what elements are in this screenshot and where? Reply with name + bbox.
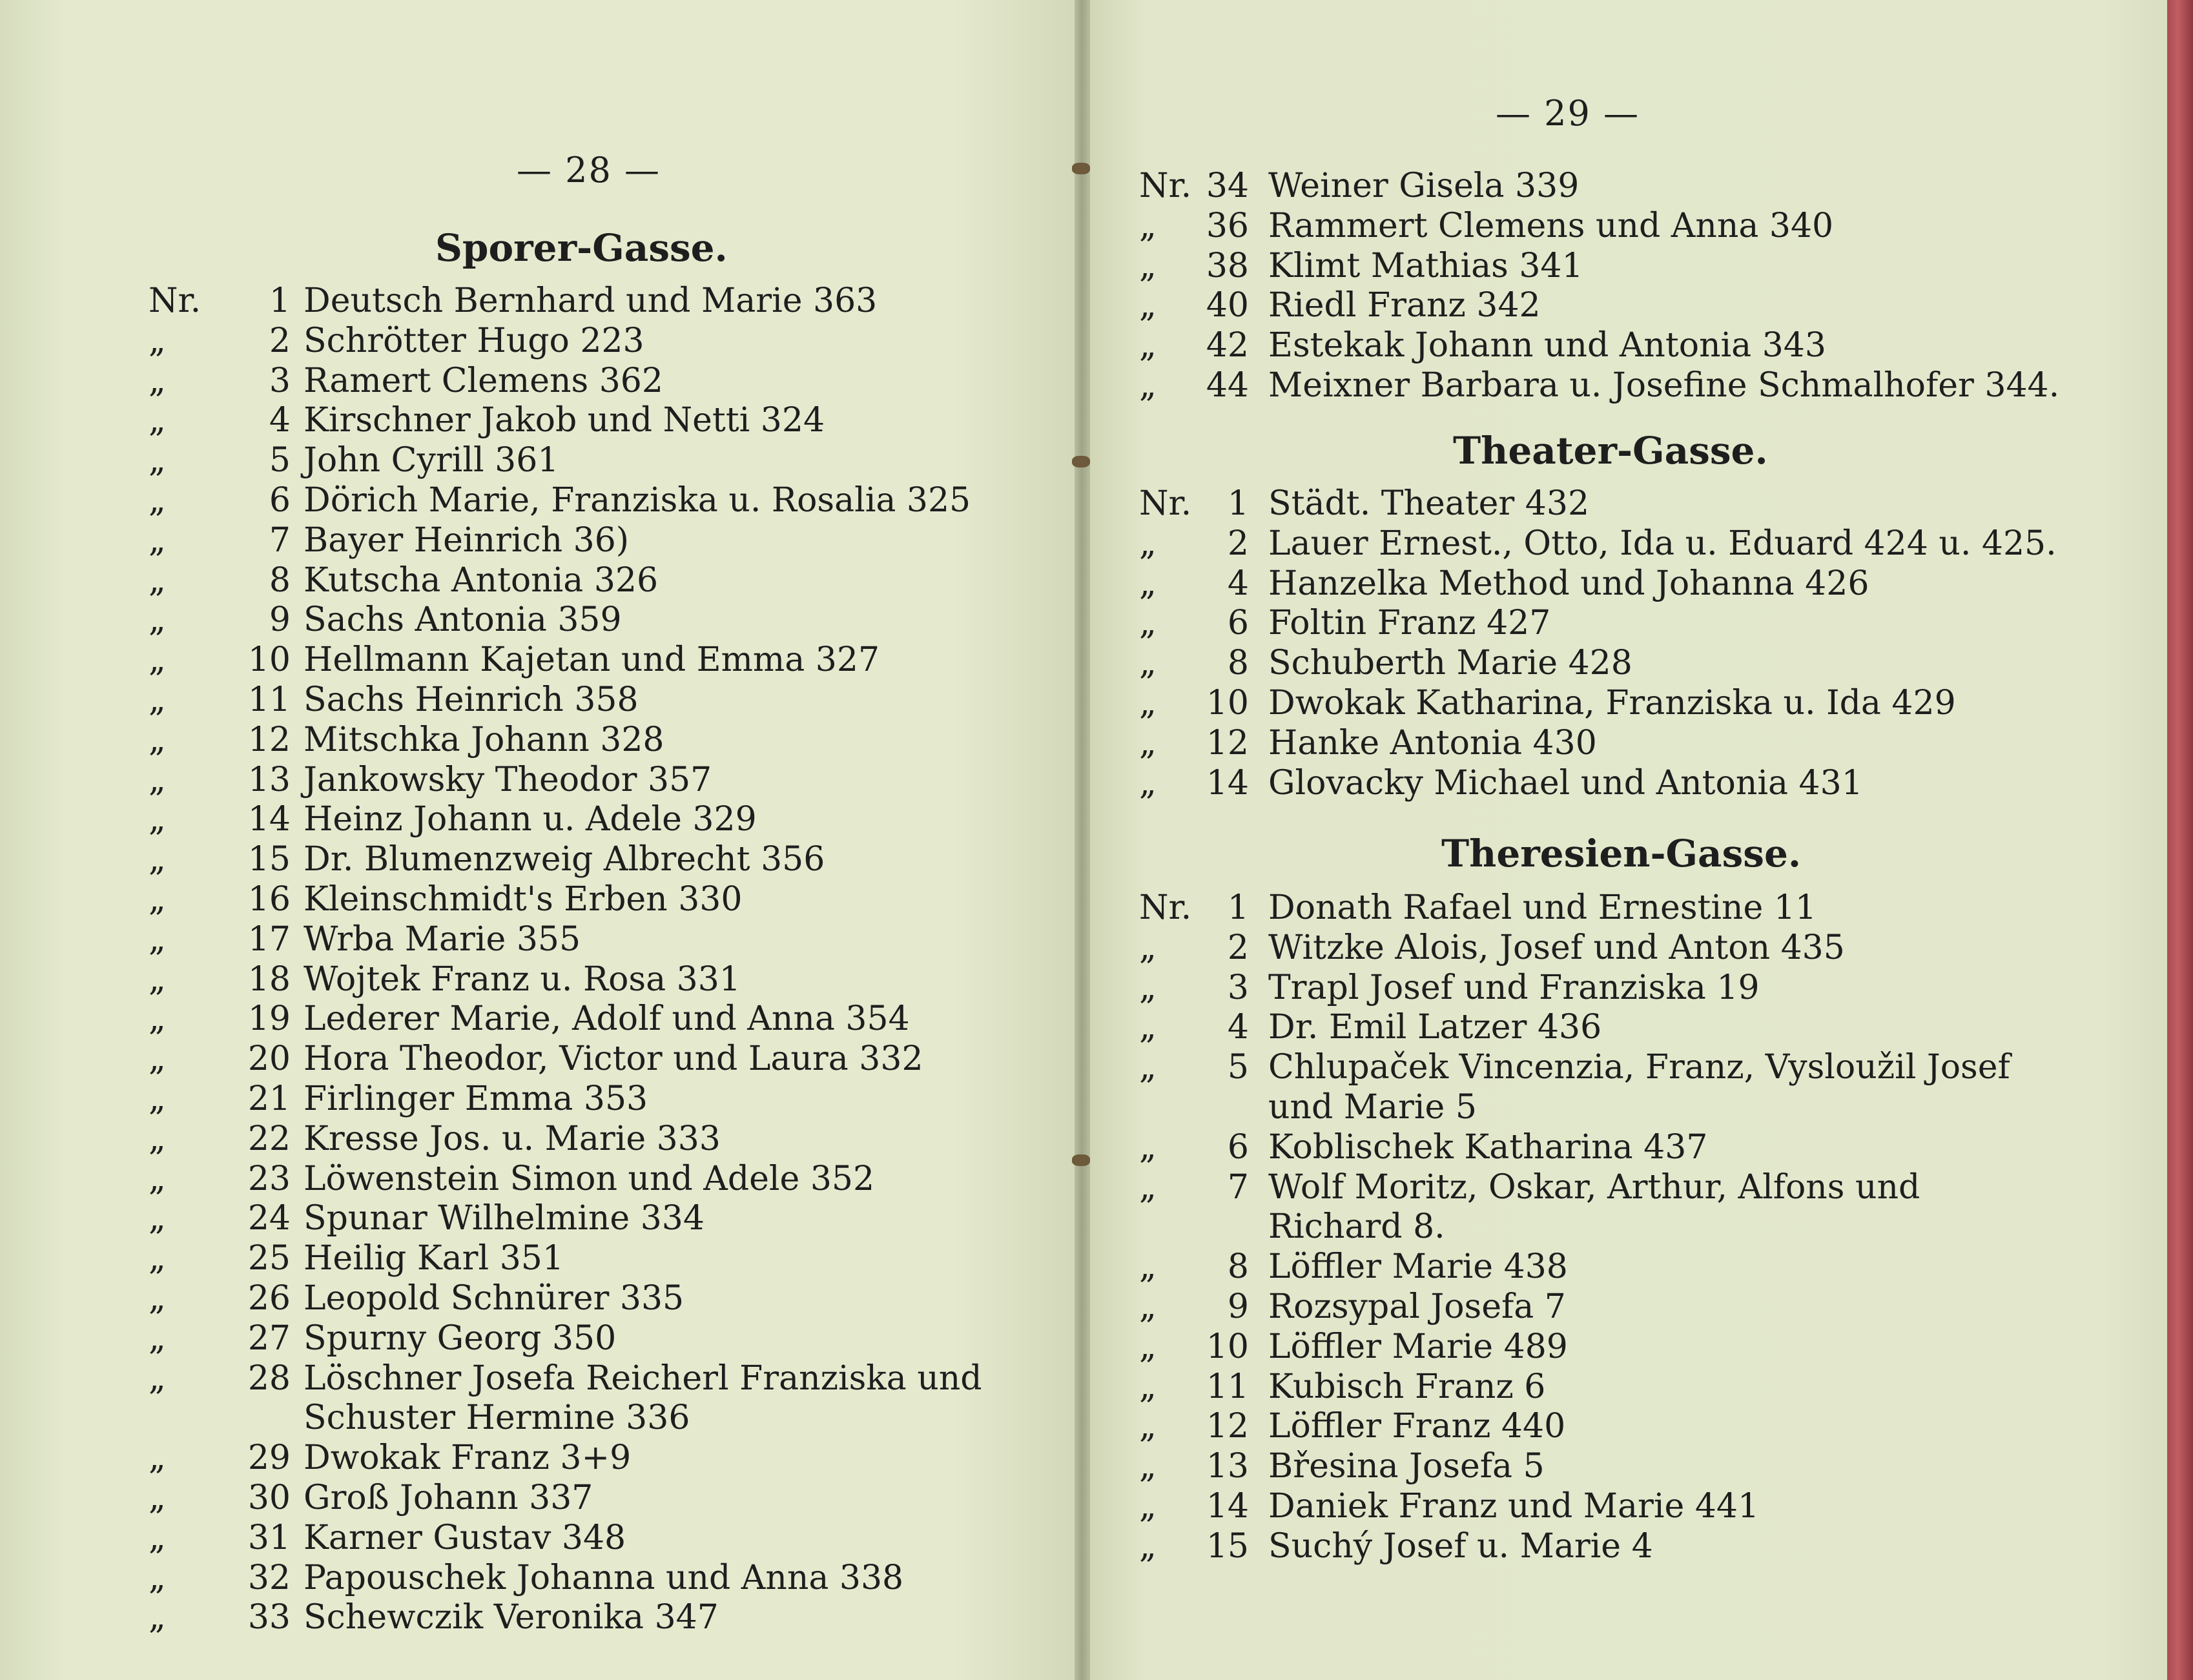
resident-names: Klimt Mathias 341 [1268, 246, 1583, 285]
list-item [149, 1120, 1053, 1160]
list-item [1139, 524, 2108, 564]
list-item [1139, 1207, 2108, 1247]
house-prefix: „ [149, 480, 166, 520]
house-prefix: „ [149, 321, 166, 360]
house-number: 38 [1206, 246, 1249, 285]
house-prefix: „ [149, 1079, 166, 1118]
list-item [149, 960, 1053, 1000]
house-number: 18 [247, 959, 291, 999]
list-item [1139, 1368, 2108, 1408]
house-number: 14 [1206, 763, 1249, 803]
resident-names: Kutscha Antonia 326 [304, 560, 659, 600]
house-number: 16 [247, 879, 291, 919]
left-page [0, 0, 1082, 1680]
resident-names: Wolf Moritz, Oskar, Arthur, Alfons und [1268, 1167, 1920, 1207]
house-prefix: „ [1139, 763, 1157, 803]
house-prefix: „ [149, 600, 166, 640]
resident-names: Deutsch Bernhard und Marie 363 [304, 282, 878, 320]
house-number: 7 [269, 520, 291, 560]
house-prefix: „ [149, 760, 166, 799]
staple [1072, 1154, 1090, 1166]
resident-names: Suchý Josef u. Marie 4 [1268, 1526, 1653, 1566]
resident-names: Papouschek Johanna und Anna 338 [304, 1558, 904, 1597]
resident-names: Trapl Josef und Franziska 19 [1268, 968, 1760, 1007]
house-prefix: „ [1139, 365, 1157, 405]
list-item [1139, 247, 2108, 287]
resident-names: Donath Rafael und Ernestine 11 [1268, 888, 1817, 927]
resident-names: Hanzelka Method und Johanna 426 [1268, 564, 1869, 603]
house-number: 32 [247, 1558, 291, 1597]
section-title: Sporer-Gasse. [435, 226, 728, 270]
list-item [149, 800, 1053, 840]
book-gutter [1075, 0, 1090, 1680]
address-list [1139, 484, 2108, 803]
resident-names: Foltin Franz 427 [1268, 604, 1551, 643]
resident-names: Lauer Ernest., Otto, Ida u. Eduard 424 u. 425. [1268, 524, 2057, 563]
house-prefix: „ [149, 441, 166, 480]
resident-names: Meixner Barbara u. Josefine Schmalhofer 344. [1268, 365, 2060, 405]
list-item [1139, 564, 2108, 604]
resident-names: Löwenstein Simon und Adele 352 [304, 1159, 875, 1198]
house-number: 15 [247, 840, 291, 879]
house-prefix: „ [149, 640, 166, 680]
list-item [149, 1519, 1053, 1559]
list-item [149, 1239, 1053, 1279]
resident-names: Schuster Hermine 336 [304, 1398, 690, 1438]
list-item [149, 282, 1053, 322]
house-number: 29 [247, 1439, 291, 1478]
house-number: 5 [269, 441, 291, 480]
house-number: 4 [269, 401, 291, 440]
list-item [1139, 484, 2108, 524]
list-item [1139, 326, 2108, 366]
house-number: 40 [1206, 286, 1249, 325]
list-item [1139, 1168, 2108, 1208]
list-item [1139, 1008, 2108, 1048]
page-number: — 29 — [1496, 93, 1640, 134]
resident-names: Kirschner Jakob und Netti 324 [304, 401, 825, 440]
address-list [149, 282, 1053, 1638]
house-prefix: „ [149, 401, 166, 440]
house-number: 23 [247, 1159, 291, 1198]
house-prefix: „ [149, 919, 166, 959]
list-item [149, 481, 1053, 521]
house-number: 8 [1227, 1247, 1249, 1287]
resident-names: Lederer Marie, Adolf und Anna 354 [304, 999, 910, 1039]
list-item [149, 1559, 1053, 1599]
list-item [149, 1160, 1053, 1200]
house-prefix: „ [1139, 206, 1157, 245]
resident-names: Städt. Theater 432 [1268, 484, 1590, 523]
page-number: — 28 — [517, 150, 661, 190]
house-number: 21 [247, 1079, 291, 1118]
house-prefix: Nr. [1139, 484, 1192, 523]
house-number: 1 [1227, 888, 1249, 927]
resident-names: Bayer Heinrich 36) [304, 520, 630, 560]
house-number: 9 [269, 600, 291, 640]
house-number: 9 [1227, 1287, 1249, 1326]
house-prefix: „ [1139, 683, 1157, 722]
list-item [1139, 724, 2108, 764]
resident-names: Dr. Blumenzweig Albrecht 356 [304, 840, 825, 879]
list-item [1139, 366, 2108, 406]
resident-names: Löschner Josefa Reicherl Franziska und [304, 1358, 982, 1398]
house-number: 12 [247, 720, 291, 759]
house-prefix: „ [1139, 1407, 1157, 1446]
house-prefix: Nr. [1139, 167, 1192, 205]
resident-names: Kleinschmidt's Erben 330 [304, 879, 743, 919]
resident-names: Wrba Marie 355 [304, 919, 581, 959]
resident-names: Richard 8. [1268, 1207, 1445, 1247]
resident-names: Hellmann Kajetan und Emma 327 [304, 640, 880, 680]
house-prefix: „ [149, 999, 166, 1039]
house-number: 13 [247, 760, 291, 799]
house-number: 14 [1206, 1486, 1249, 1526]
resident-names: Chlupaček Vincenzia, Franz, Vysloužil Josef [1268, 1048, 2010, 1087]
resident-names: Heilig Karl 351 [304, 1239, 564, 1278]
house-number: 5 [1227, 1048, 1249, 1087]
resident-names: Spunar Wilhelmine 334 [304, 1199, 705, 1238]
list-item [1139, 604, 2108, 644]
list-item [149, 1398, 1053, 1439]
resident-names: Břesina Josefa 5 [1268, 1447, 1545, 1486]
house-number: 3 [1227, 968, 1249, 1007]
house-prefix: „ [1139, 1526, 1157, 1566]
house-number: 7 [1227, 1167, 1249, 1207]
house-number: 2 [269, 321, 291, 360]
list-item [1139, 888, 2108, 928]
house-number: 2 [1227, 928, 1249, 967]
right-page [1082, 0, 2167, 1680]
list-item [149, 1319, 1053, 1359]
resident-names: Groß Johann 337 [304, 1478, 593, 1517]
house-prefix: „ [1139, 604, 1157, 643]
resident-names: Dwokak Katharina, Franziska u. Ida 429 [1268, 683, 1956, 722]
house-prefix: „ [149, 1439, 166, 1478]
house-prefix: „ [1139, 968, 1157, 1007]
resident-names: Sachs Antonia 359 [304, 600, 622, 640]
list-item [149, 1080, 1053, 1120]
list-item [1139, 1088, 2108, 1128]
list-item [1139, 1287, 2108, 1327]
house-prefix: „ [149, 840, 166, 879]
house-number: 6 [269, 480, 291, 520]
house-number: 12 [1206, 723, 1249, 763]
resident-names: Heinz Johann u. Adele 329 [304, 800, 757, 839]
house-number: 1 [269, 282, 291, 320]
house-number: 19 [247, 999, 291, 1039]
resident-names: Jankowsky Theodor 357 [304, 760, 712, 799]
list-item [149, 1359, 1053, 1399]
house-prefix: „ [1139, 1167, 1157, 1207]
resident-names: Löffler Marie 438 [1268, 1247, 1568, 1287]
house-number: 44 [1206, 365, 1249, 405]
house-number: 30 [247, 1478, 291, 1517]
house-prefix: „ [1139, 564, 1157, 603]
house-number: 10 [247, 640, 291, 680]
house-number: 24 [247, 1199, 291, 1238]
house-prefix: „ [149, 1598, 166, 1637]
house-number: 31 [247, 1518, 291, 1557]
house-number: 8 [269, 560, 291, 600]
resident-names: Estekak Johann und Antonia 343 [1268, 326, 1826, 365]
resident-names: Rozsypal Josefa 7 [1268, 1287, 1566, 1326]
house-number: 4 [1227, 564, 1249, 603]
house-prefix: „ [1139, 1048, 1157, 1087]
house-prefix: „ [1139, 1247, 1157, 1287]
house-prefix: „ [149, 1040, 166, 1079]
resident-names: Wojtek Franz u. Rosa 331 [304, 959, 741, 999]
resident-names: Leopold Schnürer 335 [304, 1278, 685, 1318]
resident-names: Löffler Franz 440 [1268, 1407, 1566, 1446]
list-item [149, 880, 1053, 920]
address-list [1139, 888, 2108, 1567]
resident-names: Daniek Franz und Marie 441 [1268, 1486, 1760, 1526]
resident-names: und Marie 5 [1268, 1087, 1477, 1127]
house-number: 17 [247, 919, 291, 959]
staple [1072, 456, 1090, 467]
house-number: 2 [1227, 524, 1249, 563]
list-item [1139, 286, 2108, 326]
house-number: 33 [247, 1598, 291, 1637]
house-prefix: „ [149, 1358, 166, 1398]
list-item [149, 1199, 1053, 1239]
list-item [1139, 684, 2108, 724]
house-prefix: „ [1139, 1287, 1157, 1326]
house-number: 10 [1206, 1327, 1249, 1366]
list-item [1139, 968, 2108, 1009]
list-item [149, 1040, 1053, 1080]
resident-names: Hora Theodor, Victor und Laura 332 [304, 1040, 923, 1079]
house-number: 3 [269, 361, 291, 400]
list-item [1139, 207, 2108, 247]
list-item [149, 401, 1053, 441]
house-prefix: „ [149, 680, 166, 719]
house-number: 22 [247, 1119, 291, 1158]
house-number: 6 [1227, 1127, 1249, 1167]
house-prefix: „ [149, 1199, 166, 1238]
resident-names: Spurny Georg 350 [304, 1318, 617, 1358]
section-title: Theater-Gasse. [1453, 429, 1768, 473]
list-item [1139, 1327, 2108, 1368]
list-item [149, 761, 1053, 801]
list-item [149, 1598, 1053, 1638]
house-prefix: „ [149, 800, 166, 839]
house-prefix: „ [1139, 928, 1157, 967]
list-item [149, 721, 1053, 761]
house-number: 27 [247, 1318, 291, 1358]
house-prefix: „ [1139, 1008, 1157, 1047]
resident-names: Riedl Franz 342 [1268, 286, 1541, 325]
list-item [1139, 1487, 2108, 1527]
house-number: 10 [1206, 683, 1249, 722]
book-edge [2167, 0, 2193, 1680]
resident-names: Weiner Gisela 339 [1268, 167, 1580, 205]
house-prefix: „ [1139, 723, 1157, 763]
list-item [149, 1279, 1053, 1319]
list-item [149, 362, 1053, 402]
resident-names: Schewczik Veronika 347 [304, 1598, 719, 1637]
house-number: 8 [1227, 644, 1249, 683]
list-item [1139, 1128, 2108, 1168]
house-prefix: „ [1139, 1486, 1157, 1526]
house-prefix: „ [1139, 644, 1157, 683]
list-item [149, 840, 1053, 880]
house-number: 11 [1206, 1367, 1249, 1406]
resident-names: Schuberth Marie 428 [1268, 644, 1632, 683]
resident-names: Löffler Marie 489 [1268, 1327, 1568, 1366]
list-item [149, 1439, 1053, 1479]
house-number: 14 [247, 800, 291, 839]
house-prefix: „ [149, 1318, 166, 1358]
resident-names: Dwokak Franz 3+9 [304, 1439, 632, 1478]
resident-names: Rammert Clemens und Anna 340 [1268, 206, 1834, 245]
list-item [149, 640, 1053, 681]
section-title: Theresien-Gasse. [1441, 832, 1802, 876]
house-prefix: „ [149, 879, 166, 919]
list-item [1139, 167, 2108, 207]
house-prefix: „ [149, 1518, 166, 1557]
list-item [1139, 1247, 2108, 1287]
house-number: 4 [1227, 1008, 1249, 1047]
house-number: 20 [247, 1040, 291, 1079]
house-number: 11 [247, 680, 291, 719]
address-list [1139, 167, 2108, 406]
resident-names: John Cyrill 361 [304, 441, 559, 480]
house-prefix: „ [149, 520, 166, 560]
list-item [149, 999, 1053, 1040]
resident-names: Schrötter Hugo 223 [304, 321, 644, 360]
house-number: 25 [247, 1239, 291, 1278]
house-number: 1 [1227, 484, 1249, 523]
house-number: 34 [1206, 167, 1249, 205]
resident-names: Witzke Alois, Josef und Anton 435 [1268, 928, 1845, 967]
list-item [149, 681, 1053, 721]
resident-names: Hanke Antonia 430 [1268, 723, 1597, 763]
house-number: 28 [247, 1358, 291, 1398]
list-item [149, 521, 1053, 561]
resident-names: Dr. Emil Latzer 436 [1268, 1008, 1602, 1047]
house-number: 36 [1206, 206, 1249, 245]
list-item [149, 322, 1053, 362]
list-item [1139, 764, 2108, 804]
house-prefix: „ [149, 1478, 166, 1517]
house-number: 6 [1227, 604, 1249, 643]
resident-names: Dörich Marie, Franziska u. Rosalia 325 [304, 480, 971, 520]
list-item [149, 920, 1053, 960]
list-item [1139, 928, 2108, 968]
house-prefix: „ [149, 560, 166, 600]
resident-names: Glovacky Michael und Antonia 431 [1268, 763, 1863, 803]
house-prefix: „ [1139, 1447, 1157, 1486]
resident-names: Karner Gustav 348 [304, 1518, 626, 1557]
house-prefix: „ [149, 361, 166, 400]
resident-names: Kubisch Franz 6 [1268, 1367, 1546, 1406]
list-item [1139, 1447, 2108, 1487]
house-number: 15 [1206, 1526, 1249, 1566]
list-item [1139, 1407, 2108, 1447]
house-number: 13 [1206, 1447, 1249, 1486]
list-item [149, 1479, 1053, 1519]
house-prefix: „ [149, 1239, 166, 1278]
list-item [1139, 644, 2108, 684]
house-prefix: „ [149, 720, 166, 759]
house-prefix: „ [1139, 1327, 1157, 1366]
house-prefix: „ [1139, 1127, 1157, 1167]
house-prefix: „ [149, 959, 166, 999]
resident-names: Kresse Jos. u. Marie 333 [304, 1119, 721, 1158]
resident-names: Ramert Clemens 362 [304, 361, 663, 400]
house-prefix: „ [149, 1278, 166, 1318]
resident-names: Mitschka Johann 328 [304, 720, 664, 759]
staple [1072, 163, 1090, 174]
list-item [149, 441, 1053, 481]
house-number: 42 [1206, 326, 1249, 365]
house-number: 26 [247, 1278, 291, 1318]
house-prefix: „ [149, 1119, 166, 1158]
house-prefix: „ [1139, 1367, 1157, 1406]
list-item [149, 561, 1053, 601]
resident-names: Sachs Heinrich 358 [304, 680, 639, 719]
house-prefix: „ [149, 1558, 166, 1597]
house-prefix: „ [1139, 326, 1157, 365]
house-prefix: Nr. [1139, 888, 1192, 927]
house-prefix: Nr. [149, 282, 201, 320]
resident-names: Firlinger Emma 353 [304, 1079, 648, 1118]
list-item [149, 600, 1053, 640]
list-item [1139, 1527, 2108, 1567]
house-prefix: „ [1139, 286, 1157, 325]
house-number: 12 [1206, 1407, 1249, 1446]
list-item [1139, 1048, 2108, 1088]
house-prefix: „ [1139, 246, 1157, 285]
house-prefix: „ [149, 1159, 166, 1198]
resident-names: Koblischek Katharina 437 [1268, 1127, 1708, 1167]
house-prefix: „ [1139, 524, 1157, 563]
